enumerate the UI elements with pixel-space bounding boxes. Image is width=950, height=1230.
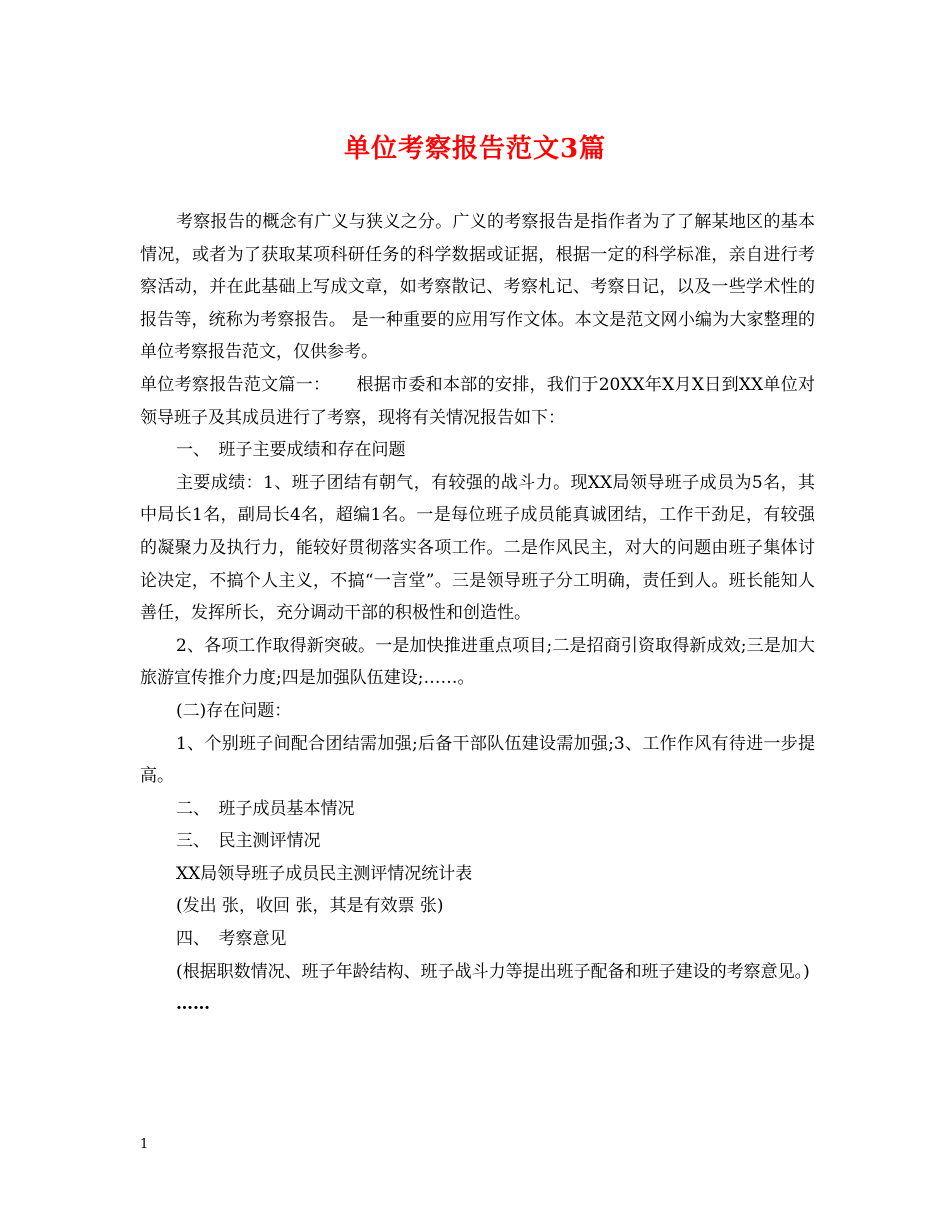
document-body (140, 206, 815, 1021)
section-heading-2: 二、 班子成员基本情况 (176, 798, 355, 819)
report-opening-paragraph: 单位考察报告范文篇一： 根据市委和本部的安排，我们于20XX年X月X日到XX单位对领导班子及其成员进行了考察，现将有关情况报告如下： (140, 374, 815, 428)
main-achievements-paragraph: 主要成绩：1、班子团结有朝气，有较强的战斗力。现XX局领导班子成员为5名，其中局长1名，副局长4名，超编1名。一是每位班子成员能真诚团结，工作干劲足，有较强的凝聚力及执行力，能较好贯彻落实各项工作。二是作风民主，对大的问题由班子集体讨论决定，不搞个人主义，不搞“一言堂”。三是领导班子分工明确，责任到人。班长能知人善任，发挥所长，充分调动干部的积极性和创造性。 (140, 472, 815, 624)
problems-paragraph: 1、个别班子间配合团结需加强;后备干部队伍建设需加强;3、工作作风有待进一步提高。 (140, 733, 815, 787)
page-number: 1 (140, 1137, 149, 1152)
ellipsis-line: …… (176, 994, 210, 1015)
ballot-count-line: (发出 张，收回 张，其是有效票 张) (176, 896, 444, 917)
work-breakthrough-paragraph: 2、各项工作取得新突破。一是加快推进重点项目;二是招商引资取得新成效;三是加大旅游宣传推介力度;四是加强队伍建设;……。 (140, 635, 815, 689)
opinion-paragraph: (根据职数情况、班子年龄结构、班子战斗力等提出班子配备和班子建设的考察意见。) (176, 961, 810, 982)
section-heading-3: 三、 民主测评情况 (176, 831, 321, 852)
evaluation-table-title: XX局领导班子成员民主测评情况统计表 (176, 863, 473, 884)
section-heading-4: 四、 考察意见 (176, 929, 287, 950)
intro-paragraph: 考察报告的概念有广义与狭义之分。广义的考察报告是指作者为了了解某地区的基本情况，或者为了获取某项科研任务的科学数据或证据，根据一定的科学标准，亲自进行考察活动，并在此基础上写成文章，如考察散记、考察札记、考察日记，以及一些学术性的报告等，统称为考察报告。 是一种重要的应用写作文体。本文是范文网小编为大家整理的单位考察报告范文，仅供参考。 (140, 212, 815, 363)
problems-heading: (二)存在问题： (176, 700, 292, 721)
document-title: 单位考察报告范文3篇 (343, 134, 607, 164)
section-heading-1: 一、 班子主要成绩和存在问题 (176, 440, 406, 461)
